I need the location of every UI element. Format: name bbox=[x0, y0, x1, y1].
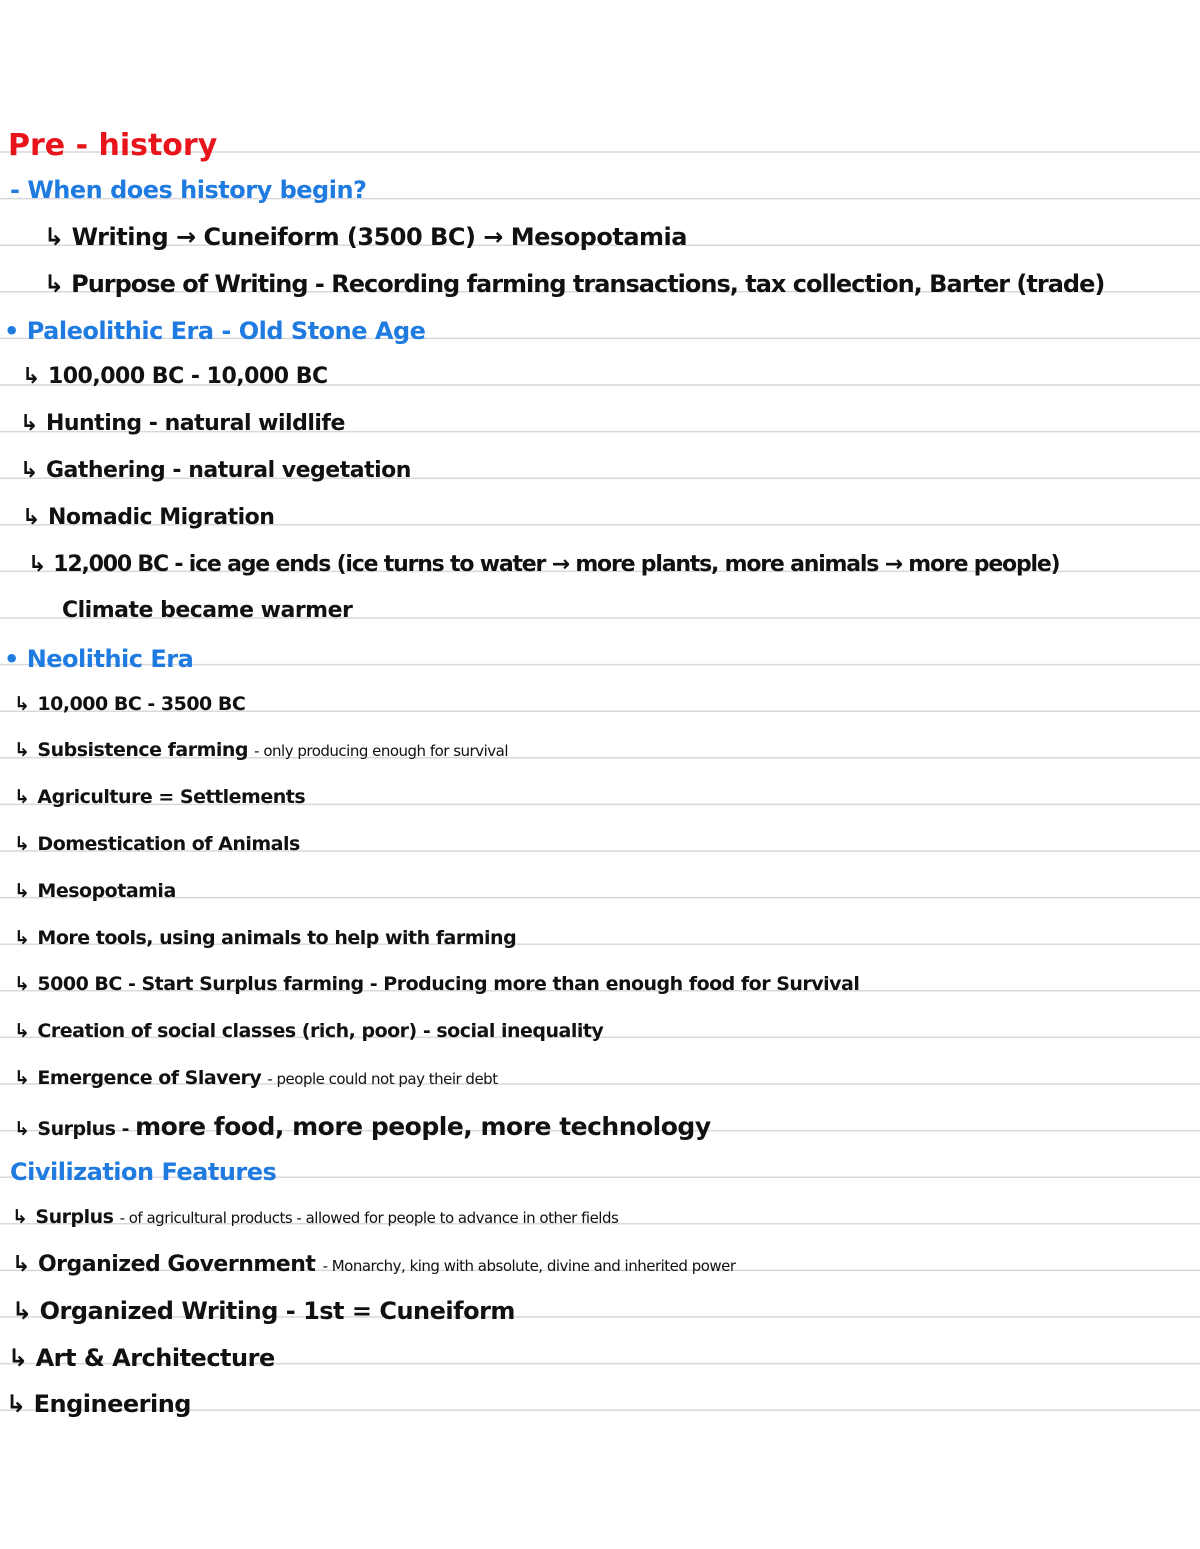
section-heading-neolithic: • Neolithic Era bbox=[4, 645, 194, 673]
arrow-icon: ↳ bbox=[14, 786, 30, 808]
note-text: Mesopotamia bbox=[37, 880, 176, 902]
note-line bbox=[28, 552, 1059, 577]
arrow-icon: ↳ bbox=[12, 1206, 28, 1228]
note-text: 100,000 BC - 10,000 BC bbox=[47, 364, 328, 389]
arrow-icon: ↳ bbox=[14, 693, 30, 715]
note-text: 5000 BC - Start Surplus farming bbox=[37, 973, 364, 995]
section-heading-history-begin: - When does history begin? bbox=[10, 176, 367, 204]
note-line bbox=[14, 973, 859, 995]
note-text: Subsistence farming bbox=[37, 739, 249, 761]
page-title: Pre - history bbox=[8, 128, 218, 163]
arrow-icon: ↳ bbox=[14, 1020, 30, 1042]
note-line bbox=[14, 1020, 603, 1042]
arrow-icon: ↳ bbox=[20, 458, 38, 483]
note-line bbox=[14, 786, 305, 808]
arrow-icon: ↳ bbox=[12, 1252, 30, 1277]
note-detail: - Producing more than enough food for Survival bbox=[369, 973, 860, 995]
arrow-icon: ↳ bbox=[8, 1344, 28, 1372]
section-heading-civilization: Civilization Features bbox=[10, 1158, 277, 1186]
note-line bbox=[14, 927, 516, 949]
note-text: Purpose of Writing - Recording farming transactions, tax collection, Barter (trade) bbox=[71, 270, 1105, 298]
note-line bbox=[12, 1206, 618, 1228]
note-line bbox=[22, 364, 328, 389]
note-line bbox=[14, 1112, 711, 1141]
note-line bbox=[14, 739, 508, 761]
note-text: Organized Government bbox=[37, 1252, 316, 1277]
arrow-icon: ↳ bbox=[28, 552, 46, 577]
arrow-icon: ↳ bbox=[44, 270, 64, 298]
note-text: Domestication of Animals bbox=[37, 833, 300, 855]
arrow-icon: ↳ bbox=[14, 1067, 30, 1089]
note-detail: - of agricultural products - allowed for people to advance in other fields bbox=[119, 1209, 619, 1227]
note-detail: - Monarchy, king with absolute, divine and inherited power bbox=[322, 1257, 736, 1275]
arrow-icon: ↳ bbox=[14, 880, 30, 902]
note-text: Agriculture = Settlements bbox=[37, 786, 306, 808]
note-text: Organized Writing - 1st = Cuneiform bbox=[39, 1297, 515, 1325]
note-text: More tools, using animals to help with farming bbox=[37, 927, 517, 949]
note-text: Gathering - natural vegetation bbox=[45, 458, 411, 483]
note-text: Surplus bbox=[35, 1206, 114, 1228]
note-text: Engineering bbox=[33, 1390, 191, 1418]
arrow-icon: ↳ bbox=[14, 1118, 30, 1140]
note-detail: - social inequality bbox=[422, 1020, 604, 1042]
note-detail: - only producing enough for survival bbox=[254, 742, 508, 760]
note-line bbox=[14, 880, 176, 902]
note-line bbox=[12, 1252, 736, 1277]
note-text: Emergence of Slavery bbox=[37, 1067, 262, 1089]
note-line bbox=[14, 693, 245, 715]
note-line bbox=[44, 270, 1104, 298]
note-line bbox=[20, 458, 411, 483]
note-detail: more food, more people, more technology bbox=[135, 1112, 711, 1141]
note-line bbox=[20, 411, 345, 436]
note-line-continued: Climate became warmer bbox=[62, 598, 353, 623]
note-text: Nomadic Migration bbox=[47, 505, 275, 530]
note-line bbox=[22, 505, 274, 530]
note-line bbox=[14, 1067, 498, 1089]
note-line bbox=[12, 1297, 515, 1325]
note-line bbox=[14, 833, 300, 855]
arrow-icon: ↳ bbox=[22, 505, 40, 530]
note-text: Hunting - natural wildlife bbox=[45, 411, 345, 436]
arrow-icon: ↳ bbox=[14, 927, 30, 949]
note-text: Art & Architecture bbox=[35, 1344, 275, 1372]
note-line bbox=[44, 223, 687, 251]
note-line bbox=[8, 1344, 275, 1372]
arrow-icon: ↳ bbox=[6, 1390, 26, 1418]
arrow-icon: ↳ bbox=[12, 1297, 32, 1325]
arrow-icon: ↳ bbox=[22, 364, 40, 389]
note-detail: - people could not pay their debt bbox=[267, 1070, 498, 1088]
arrow-icon: ↳ bbox=[20, 411, 38, 436]
arrow-icon: ↳ bbox=[14, 833, 30, 855]
note-line bbox=[6, 1390, 191, 1418]
section-heading-paleolithic: • Paleolithic Era - Old Stone Age bbox=[4, 317, 426, 345]
note-text: Creation of social classes (rich, poor) bbox=[37, 1020, 417, 1042]
note-text: 10,000 BC - 3500 BC bbox=[37, 693, 246, 715]
arrow-icon: ↳ bbox=[14, 739, 30, 761]
arrow-icon: ↳ bbox=[44, 223, 64, 251]
note-text: Surplus - bbox=[37, 1118, 129, 1140]
note-text: Writing → Cuneiform (3500 BC) → Mesopotamia bbox=[71, 223, 687, 251]
note-text: 12,000 BC - ice age ends (ice turns to water → more plants, more animals → more people) bbox=[53, 552, 1060, 577]
arrow-icon: ↳ bbox=[14, 973, 30, 995]
